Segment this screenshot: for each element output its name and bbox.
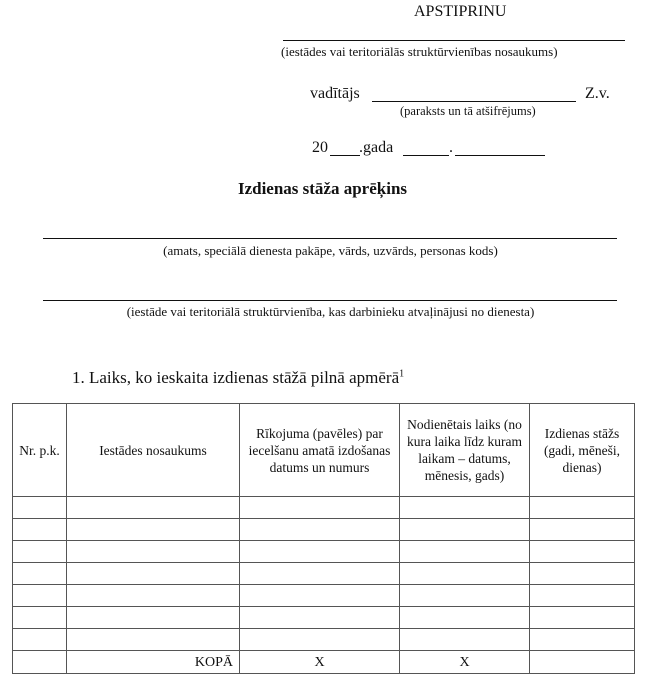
cell-period[interactable]: [400, 563, 530, 585]
table-body: [13, 497, 635, 674]
cell-period[interactable]: [400, 629, 530, 651]
approve-heading: APSTIPRINU: [414, 3, 507, 20]
cell-number[interactable]: [13, 629, 67, 651]
table-row: [13, 607, 635, 629]
cell-period[interactable]: [400, 497, 530, 519]
signature-line[interactable]: [372, 101, 576, 102]
person-details-caption: (amats, speciālā dienesta pakāpe, vārds, uzvārds, personas kods): [163, 243, 498, 258]
date-dot: .: [449, 139, 453, 156]
cell-period[interactable]: [400, 519, 530, 541]
total-label: KOPĀ: [67, 651, 240, 674]
date-prefix: 20: [312, 139, 328, 156]
page-title: Izdienas stāža aprēķins: [237, 179, 408, 198]
stamp-label: Z.v.: [585, 85, 610, 102]
table-total-row: [13, 651, 635, 674]
cell-order[interactable]: [240, 541, 400, 563]
cell-service-length[interactable]: [530, 585, 635, 607]
total-cell-order: X: [240, 651, 400, 674]
table-row: [13, 585, 635, 607]
table-row: [13, 563, 635, 585]
col-header-order: Rīkojuma (pavēles) par iecelšanu amatā izdošanas datums un numurs: [240, 404, 400, 497]
cell-order[interactable]: [240, 563, 400, 585]
cell-period[interactable]: [400, 541, 530, 563]
col-header-institution: Iestādes nosaukums: [67, 404, 240, 497]
cell-number[interactable]: [13, 519, 67, 541]
footnote-mark: 1: [399, 368, 405, 380]
cell-service-length[interactable]: [530, 519, 635, 541]
cell-service-length[interactable]: [530, 629, 635, 651]
col-header-service-length: Izdienas stāžs (gadi, mēneši, dienas): [530, 404, 635, 497]
cell-number[interactable]: [13, 585, 67, 607]
cell-order[interactable]: [240, 629, 400, 651]
cell-number[interactable]: [13, 497, 67, 519]
cell-service-length[interactable]: [530, 563, 635, 585]
cell-number[interactable]: [13, 607, 67, 629]
cell-period[interactable]: [400, 607, 530, 629]
signature-caption: (paraksts un tā atšifrējums): [400, 104, 536, 118]
table-header-row: [13, 404, 635, 497]
cell-service-length[interactable]: [530, 541, 635, 563]
date-gada: .gada: [359, 139, 394, 156]
cell-service-length[interactable]: [530, 607, 635, 629]
institution-caption: (iestādes vai teritoriālās struktūrvienības nosaukums): [281, 44, 558, 59]
cell-institution[interactable]: [67, 585, 240, 607]
person-details-line[interactable]: [43, 238, 617, 239]
cell-number[interactable]: [13, 563, 67, 585]
table-row: [13, 541, 635, 563]
cell-period[interactable]: [400, 585, 530, 607]
cell-order[interactable]: [240, 607, 400, 629]
head-label: vadītājs: [310, 85, 360, 102]
table-row: [13, 497, 635, 519]
discharge-institution-line[interactable]: [43, 300, 617, 301]
section-1-title: [72, 368, 404, 388]
date-day-line[interactable]: [403, 155, 449, 156]
cell-institution[interactable]: [67, 541, 240, 563]
cell-institution[interactable]: [67, 519, 240, 541]
service-period-table: [12, 403, 635, 674]
cell-number[interactable]: [13, 541, 67, 563]
date-month-line[interactable]: [455, 155, 545, 156]
table-row: [13, 629, 635, 651]
cell-order[interactable]: [240, 585, 400, 607]
cell-institution[interactable]: [67, 629, 240, 651]
cell-institution[interactable]: [67, 607, 240, 629]
institution-name-line[interactable]: [283, 40, 625, 41]
col-header-number: Nr. p.k.: [13, 404, 67, 497]
cell-institution[interactable]: [67, 563, 240, 585]
date-year-line[interactable]: [330, 155, 360, 156]
cell-order[interactable]: [240, 519, 400, 541]
col-header-period: Nodienētais laiks (no kura laika līdz kuram laikam – datums, mēnesis, gads): [400, 404, 530, 497]
total-cell-period: X: [400, 651, 530, 674]
total-cell-number: [13, 651, 67, 674]
table-row: [13, 519, 635, 541]
cell-institution[interactable]: [67, 497, 240, 519]
section-1-title-text: 1. Laiks, ko ieskaita izdienas stāžā pilnā apmērā: [72, 368, 400, 387]
cell-order[interactable]: [240, 497, 400, 519]
cell-service-length[interactable]: [530, 497, 635, 519]
discharge-institution-caption: (iestāde vai teritoriālā struktūrvienība, kas darbinieku atvaļinājusi no dienesta): [126, 304, 535, 319]
total-cell-service-length[interactable]: [530, 651, 635, 674]
